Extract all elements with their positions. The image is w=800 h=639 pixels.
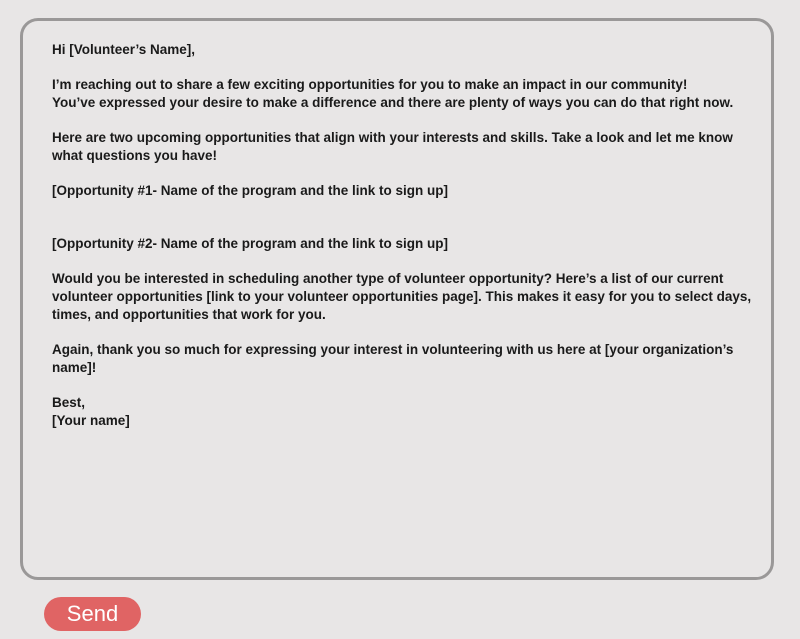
email-compose-box[interactable] xyxy=(20,18,774,580)
email-signoff: Best, [Your name] xyxy=(52,395,130,428)
email-body[interactable] xyxy=(52,41,752,447)
email-opportunity-2: [Opportunity #2- Name of the program and the link to sign up] xyxy=(52,236,449,251)
email-greeting: Hi [Volunteer’s Name], xyxy=(52,42,196,57)
email-upcoming-paragraph: Here are two upcoming opportunities that align with your interests and skills. Take a look and let me know what questions you have! xyxy=(52,130,733,163)
email-thanks-paragraph: Again, thank you so much for expressing your interest in volunteering with us here at [your organization’s name]! xyxy=(52,342,734,375)
email-other-opportunities-paragraph: Would you be interested in scheduling another type of volunteer opportunity? Here’s a list of our current volunteer opportunities [link to your volunteer opportunities page]. This makes it easy for you to select days, times, and opportunities that work for you. xyxy=(52,271,752,322)
send-button[interactable]: Send xyxy=(44,597,141,631)
email-opportunity-1: [Opportunity #1- Name of the program and the link to sign up] xyxy=(52,183,449,198)
email-intro-paragraph: I’m reaching out to share a few exciting opportunities for you to make an impact in our community! You’ve expressed your desire to make a difference and there are plenty of ways you can do that right now. xyxy=(52,77,734,110)
